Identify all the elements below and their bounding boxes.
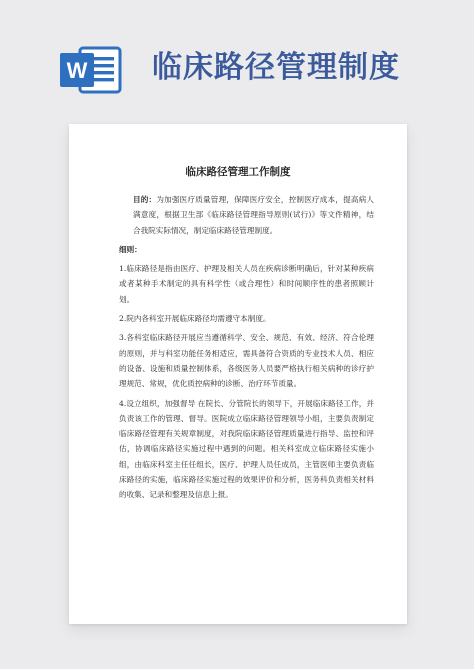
- svg-text:W: W: [66, 58, 88, 83]
- rule-item-1: 1.临床路径是指由医疗、护理及相关人员在疾病诊断明确后，针对某种疾病或者某种手术制定的具有科学性（或合理性）和时间顺序性的患者照顾计划。: [119, 264, 374, 304]
- rule-item-2: 2.院内各科室开展临床路径均需遵守本制度。: [119, 314, 271, 324]
- document-body: [119, 192, 374, 503]
- purpose-text: 为加强医疗质量管理，保障医疗安全，控制医疗成本，提高病人满意度，根据卫生部《临床路径管理指导原则(试行)》等文件精神，结合我院实际情况，制定临床路径管理制度。: [133, 195, 374, 235]
- header-banner: [0, 0, 474, 118]
- rules-label: 细则：: [119, 244, 142, 254]
- purpose-paragraph: [119, 192, 374, 238]
- word-document-icon: [60, 44, 124, 96]
- page-title: 临床路径管理制度: [152, 50, 400, 85]
- document-title: 临床路径管理工作制度: [185, 166, 291, 178]
- rule-item-3: 3.各科室临床路径开展应当遵循科学、安全、规范、有效、经济、符合伦理的原则，并与科室功能任务相适应，需具备符合资质的专业技术人员、相应的设备、设施和质量控制体系，各级医务人员要严格执行相关病种的诊疗护理规范、常规，优化质控病种的诊断、治疗环节质量。: [119, 333, 374, 389]
- purpose-label: 目的：: [133, 195, 157, 204]
- document-page: [69, 124, 407, 624]
- rule-item-4: 4.设立组织，加强督导 在院长、分管院长的领导下，开展临床路径工作，并负责该工作的管理、督导。医院成立临床路径管理领导小组，主要负责制定临床路径管理有关规章制度，对我院临床路径管理质量进行指导、监控和评估，协调临床路径实施过程中遇到的问题。相关科室成立临床路径实施小组，由临床科室主任任组长，医疗、护理人员任成员，主管医师主要负责临床路径的实施，临床路径实施过程的效果评价和分析，医务科负责相关材料的收集、记录和整理及信息上报。: [119, 398, 374, 500]
